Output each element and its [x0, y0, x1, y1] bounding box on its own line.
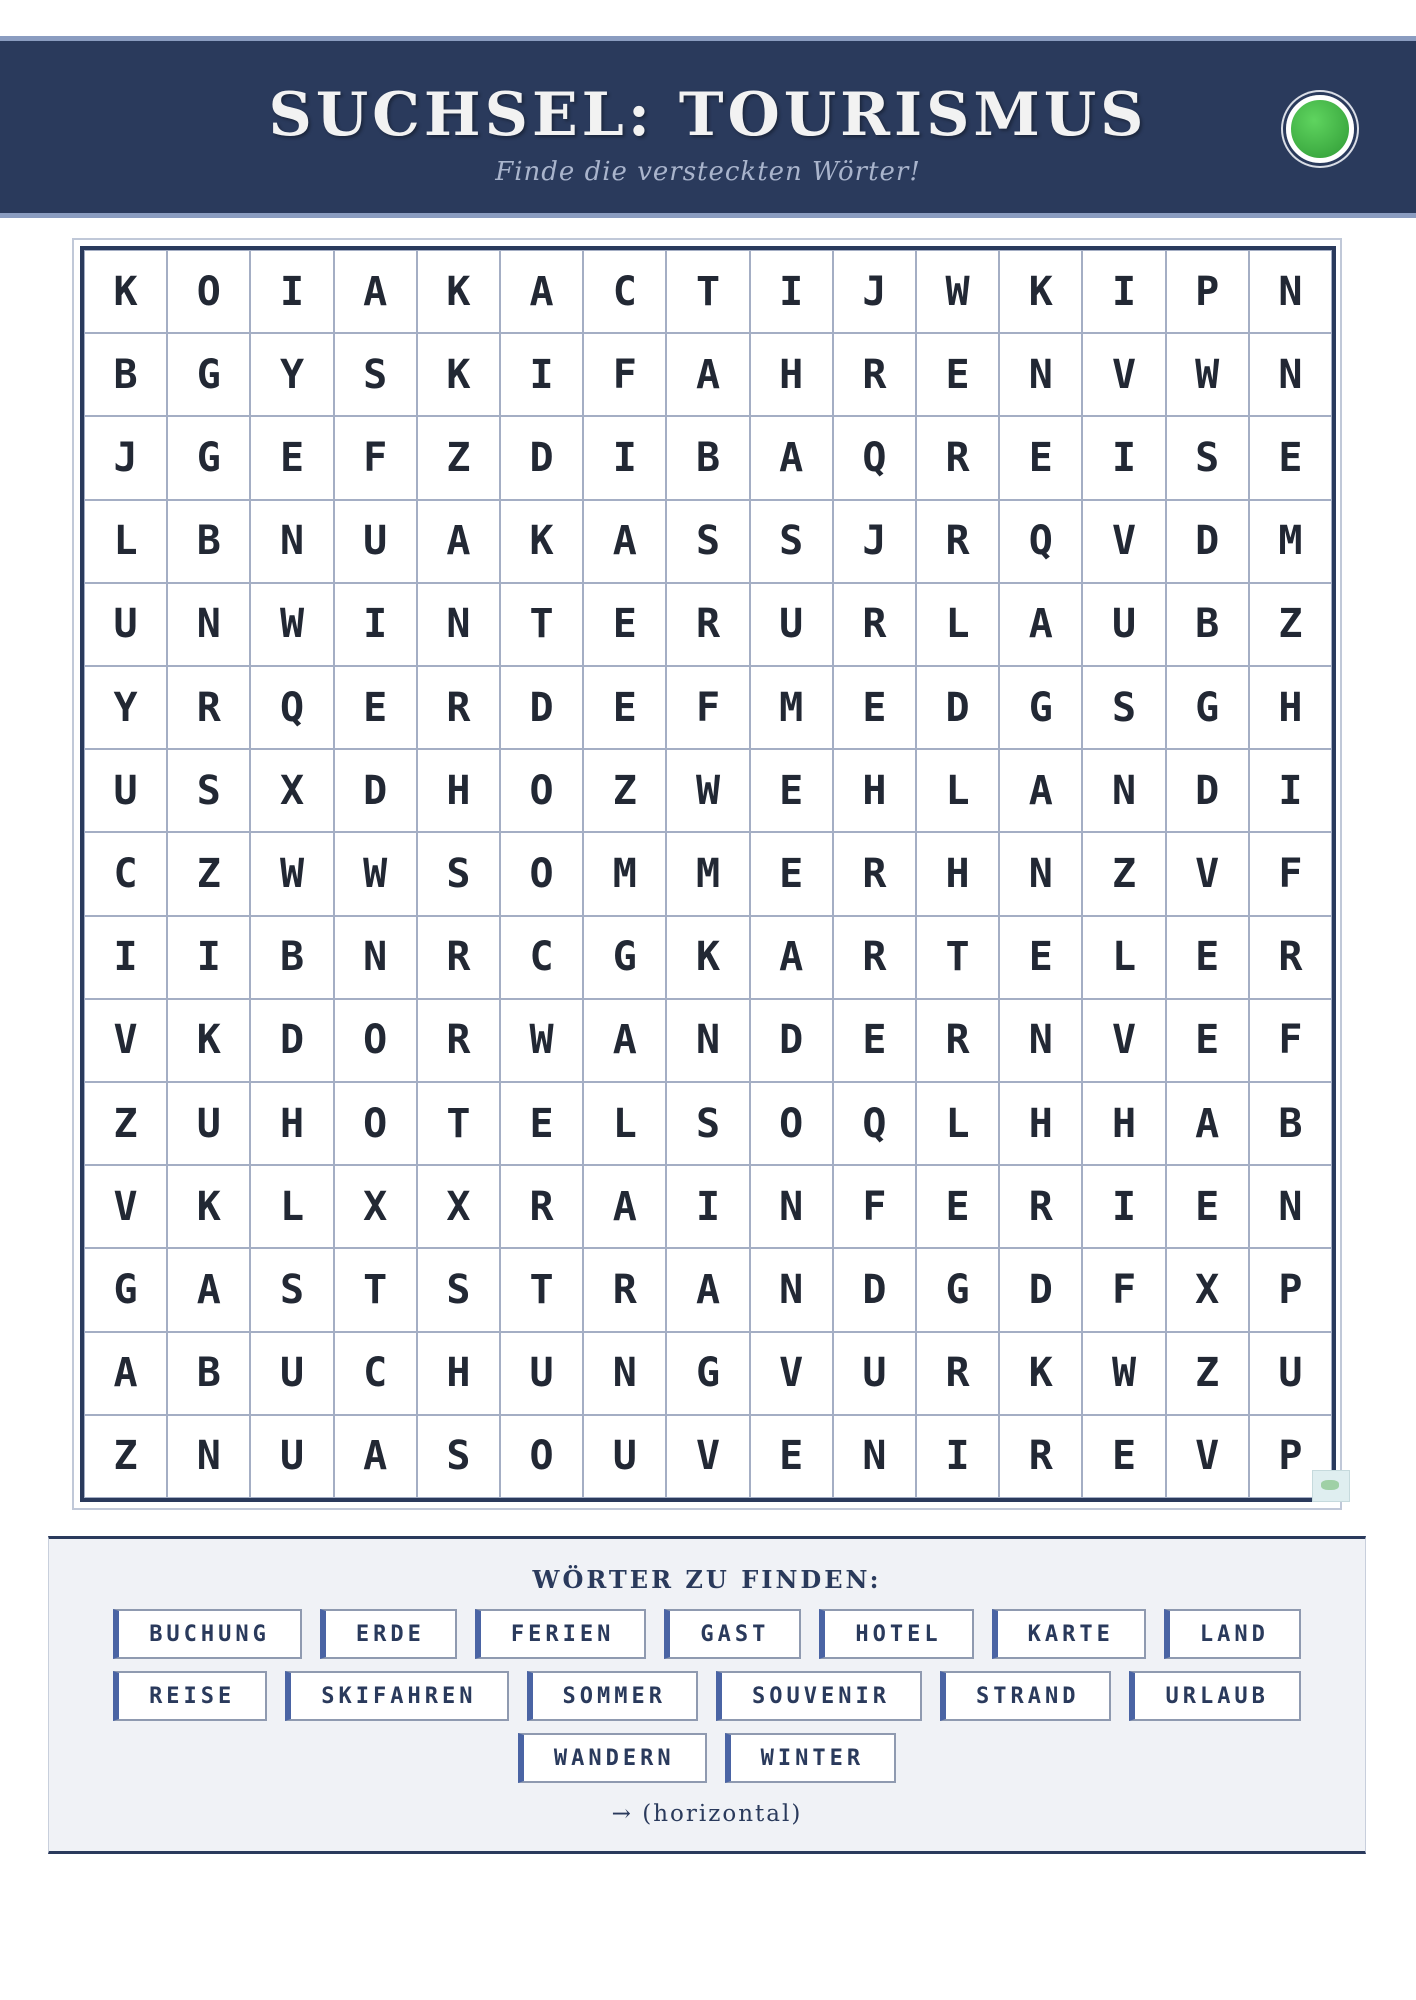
- grid-cell[interactable]: N: [167, 1415, 250, 1498]
- grid-cell[interactable]: L: [84, 500, 167, 583]
- grid-cell[interactable]: O: [334, 1082, 417, 1165]
- grid-cell[interactable]: E: [750, 1415, 833, 1498]
- grid-cell[interactable]: O: [500, 1415, 583, 1498]
- grid-cell[interactable]: B: [167, 1332, 250, 1415]
- grid-cell[interactable]: S: [417, 1415, 500, 1498]
- grid-cell[interactable]: E: [833, 666, 916, 749]
- grid-cell[interactable]: N: [999, 999, 1082, 1082]
- grid-cell[interactable]: D: [833, 1248, 916, 1331]
- grid-cell[interactable]: A: [1166, 1082, 1249, 1165]
- grid-cell[interactable]: L: [1082, 916, 1165, 999]
- grid-cell[interactable]: V: [1082, 999, 1165, 1082]
- grid-cell[interactable]: U: [84, 583, 167, 666]
- grid-cell[interactable]: D: [250, 999, 333, 1082]
- grid-cell[interactable]: R: [417, 999, 500, 1082]
- grid-cell[interactable]: T: [334, 1248, 417, 1331]
- grid-cell[interactable]: A: [583, 500, 666, 583]
- grid-cell[interactable]: U: [250, 1332, 333, 1415]
- grid-cell[interactable]: R: [999, 1165, 1082, 1248]
- grid-cell[interactable]: A: [999, 749, 1082, 832]
- grid-cell[interactable]: U: [1082, 583, 1165, 666]
- grid-cell[interactable]: Z: [84, 1415, 167, 1498]
- grid-cell[interactable]: F: [1249, 999, 1332, 1082]
- grid-cell[interactable]: K: [417, 250, 500, 333]
- grid-cell[interactable]: K: [999, 250, 1082, 333]
- grid-cell[interactable]: V: [1082, 333, 1165, 416]
- grid-cell[interactable]: D: [916, 666, 999, 749]
- grid-cell[interactable]: X: [417, 1165, 500, 1248]
- grid-cell[interactable]: K: [417, 333, 500, 416]
- grid-cell[interactable]: W: [666, 749, 749, 832]
- grid-cell[interactable]: G: [916, 1248, 999, 1331]
- grid-cell[interactable]: B: [84, 333, 167, 416]
- grid-cell[interactable]: W: [916, 250, 999, 333]
- grid-cell[interactable]: Q: [833, 1082, 916, 1165]
- grid-cell[interactable]: L: [250, 1165, 333, 1248]
- grid-cell[interactable]: K: [167, 1165, 250, 1248]
- grid-cell[interactable]: A: [167, 1248, 250, 1331]
- grid-cell[interactable]: W: [1082, 1332, 1165, 1415]
- grid-cell[interactable]: S: [1082, 666, 1165, 749]
- grid-cell[interactable]: Q: [250, 666, 333, 749]
- grid-cell[interactable]: H: [417, 1332, 500, 1415]
- grid-cell[interactable]: O: [334, 999, 417, 1082]
- grid-cell[interactable]: U: [583, 1415, 666, 1498]
- grid-cell[interactable]: S: [666, 500, 749, 583]
- grid-cell[interactable]: R: [583, 1248, 666, 1331]
- grid-cell[interactable]: D: [500, 416, 583, 499]
- word-chip[interactable]: SKIFAHREN: [285, 1671, 508, 1721]
- grid-cell[interactable]: T: [916, 916, 999, 999]
- grid-cell[interactable]: W: [334, 832, 417, 915]
- grid-cell[interactable]: Z: [583, 749, 666, 832]
- grid-cell[interactable]: H: [1249, 666, 1332, 749]
- direction-hint: → (horizontal): [611, 1801, 803, 1827]
- word-chip[interactable]: URLAUB: [1129, 1671, 1300, 1721]
- grid-cell[interactable]: N: [167, 583, 250, 666]
- grid-cell[interactable]: G: [167, 416, 250, 499]
- grid-cell[interactable]: C: [500, 916, 583, 999]
- grid-cell[interactable]: G: [583, 916, 666, 999]
- grid-cell[interactable]: G: [84, 1248, 167, 1331]
- grid-cell[interactable]: N: [666, 999, 749, 1082]
- grid-cell[interactable]: F: [334, 416, 417, 499]
- grid-cell[interactable]: E: [500, 1082, 583, 1165]
- grid-cell[interactable]: D: [334, 749, 417, 832]
- grid-cell[interactable]: G: [666, 1332, 749, 1415]
- grid-cell[interactable]: I: [167, 916, 250, 999]
- word-list-panel: [48, 1536, 1366, 1854]
- grid-cell[interactable]: R: [999, 1415, 1082, 1498]
- grid-cell[interactable]: D: [750, 999, 833, 1082]
- grid-cell[interactable]: E: [833, 999, 916, 1082]
- grid-cell[interactable]: I: [1249, 749, 1332, 832]
- grid-cell[interactable]: I: [1082, 1165, 1165, 1248]
- grid-cell[interactable]: E: [999, 916, 1082, 999]
- grid-cell[interactable]: Z: [1082, 832, 1165, 915]
- word-chip[interactable]: KARTE: [992, 1609, 1146, 1659]
- grid-cell[interactable]: C: [583, 250, 666, 333]
- grid-cell[interactable]: W: [1166, 333, 1249, 416]
- grid-cell[interactable]: E: [999, 416, 1082, 499]
- grid-cell[interactable]: J: [833, 250, 916, 333]
- grid-cell[interactable]: E: [1166, 916, 1249, 999]
- grid-cell[interactable]: V: [1166, 1415, 1249, 1498]
- grid-cell[interactable]: U: [167, 1082, 250, 1165]
- grid-cell[interactable]: G: [999, 666, 1082, 749]
- grid-cell[interactable]: U: [833, 1332, 916, 1415]
- grid-cell[interactable]: F: [1249, 832, 1332, 915]
- grid-cell[interactable]: N: [334, 916, 417, 999]
- grid-cell[interactable]: R: [916, 999, 999, 1082]
- grid-cell[interactable]: E: [916, 333, 999, 416]
- grid-cell[interactable]: L: [916, 583, 999, 666]
- grid-cell[interactable]: B: [1249, 1082, 1332, 1165]
- grid-cell[interactable]: I: [916, 1415, 999, 1498]
- grid-cell[interactable]: C: [84, 832, 167, 915]
- grid-cell[interactable]: R: [833, 832, 916, 915]
- grid-cell[interactable]: S: [334, 333, 417, 416]
- grid-cell[interactable]: N: [999, 333, 1082, 416]
- grid-cell[interactable]: S: [167, 749, 250, 832]
- grid-cell[interactable]: A: [750, 416, 833, 499]
- grid-cell[interactable]: R: [666, 583, 749, 666]
- grid-cell[interactable]: N: [999, 832, 1082, 915]
- grid-cell[interactable]: N: [750, 1165, 833, 1248]
- status-indicator-icon: [1286, 95, 1354, 163]
- grid-cell[interactable]: V: [84, 1165, 167, 1248]
- grid-cell[interactable]: R: [833, 916, 916, 999]
- grid-cell[interactable]: I: [583, 416, 666, 499]
- grid-cell[interactable]: Q: [833, 416, 916, 499]
- grid-cell[interactable]: E: [583, 583, 666, 666]
- map-thumbnail-icon: [1312, 1470, 1350, 1502]
- grid-cell[interactable]: Z: [84, 1082, 167, 1165]
- grid-cell[interactable]: Y: [84, 666, 167, 749]
- grid-cell[interactable]: E: [750, 749, 833, 832]
- grid-cell[interactable]: M: [583, 832, 666, 915]
- grid-cell[interactable]: N: [1249, 333, 1332, 416]
- grid-cell[interactable]: G: [1166, 666, 1249, 749]
- grid-cell[interactable]: L: [583, 1082, 666, 1165]
- grid-cell[interactable]: S: [666, 1082, 749, 1165]
- grid-cell[interactable]: E: [750, 832, 833, 915]
- grid-cell[interactable]: W: [250, 583, 333, 666]
- grid-cell[interactable]: I: [666, 1165, 749, 1248]
- grid-cell[interactable]: K: [500, 500, 583, 583]
- grid-cell[interactable]: H: [999, 1082, 1082, 1165]
- grid-cell[interactable]: I: [750, 250, 833, 333]
- grid-cell[interactable]: R: [916, 500, 999, 583]
- grid-cell[interactable]: N: [417, 583, 500, 666]
- grid-cell[interactable]: I: [1082, 250, 1165, 333]
- grid-cell[interactable]: W: [250, 832, 333, 915]
- grid-cell[interactable]: D: [500, 666, 583, 749]
- grid-cell[interactable]: S: [417, 1248, 500, 1331]
- grid-cell[interactable]: A: [334, 250, 417, 333]
- grid-cell[interactable]: U: [334, 500, 417, 583]
- grid-cell[interactable]: B: [1166, 583, 1249, 666]
- word-list-title: WÖRTER ZU FINDEN:: [532, 1565, 882, 1594]
- grid-cell[interactable]: F: [1082, 1248, 1165, 1331]
- grid-cell[interactable]: P: [1166, 250, 1249, 333]
- grid-cell[interactable]: D: [999, 1248, 1082, 1331]
- grid-cell[interactable]: S: [250, 1248, 333, 1331]
- grid-cell[interactable]: W: [500, 999, 583, 1082]
- grid-cell[interactable]: T: [500, 583, 583, 666]
- grid-cell[interactable]: V: [1082, 500, 1165, 583]
- grid-cell[interactable]: K: [167, 999, 250, 1082]
- grid-cell[interactable]: E: [916, 1165, 999, 1248]
- grid-cell[interactable]: U: [500, 1332, 583, 1415]
- grid-cell[interactable]: B: [250, 916, 333, 999]
- grid-cell[interactable]: I: [84, 916, 167, 999]
- grid-cell[interactable]: O: [167, 250, 250, 333]
- grid-cell[interactable]: D: [1166, 500, 1249, 583]
- grid-cell[interactable]: T: [666, 250, 749, 333]
- grid-cell[interactable]: R: [833, 333, 916, 416]
- word-chip[interactable]: HOTEL: [819, 1609, 973, 1659]
- grid-cell[interactable]: N: [833, 1415, 916, 1498]
- grid-cell[interactable]: F: [583, 333, 666, 416]
- grid-cell[interactable]: K: [999, 1332, 1082, 1415]
- grid-cell[interactable]: H: [833, 749, 916, 832]
- grid-cell[interactable]: S: [1166, 416, 1249, 499]
- grid-cell[interactable]: U: [1249, 1332, 1332, 1415]
- word-chip[interactable]: STRAND: [940, 1671, 1111, 1721]
- grid-cell[interactable]: A: [666, 333, 749, 416]
- grid-cell[interactable]: B: [666, 416, 749, 499]
- grid-cell[interactable]: M: [1249, 500, 1332, 583]
- grid-cell[interactable]: R: [916, 1332, 999, 1415]
- grid-cell[interactable]: R: [167, 666, 250, 749]
- grid-cell[interactable]: O: [750, 1082, 833, 1165]
- word-chip[interactable]: SOUVENIR: [716, 1671, 922, 1721]
- grid-cell[interactable]: Y: [250, 333, 333, 416]
- grid-cell[interactable]: R: [417, 666, 500, 749]
- grid-cell[interactable]: D: [1166, 749, 1249, 832]
- grid-cell[interactable]: A: [500, 250, 583, 333]
- page-title: SUCHSEL: TOURISMUS: [268, 80, 1148, 150]
- grid-cell[interactable]: N: [1249, 1165, 1332, 1248]
- grid-cell[interactable]: N: [583, 1332, 666, 1415]
- grid-cell[interactable]: E: [1166, 1165, 1249, 1248]
- grid-cell[interactable]: O: [500, 749, 583, 832]
- grid-cell[interactable]: T: [500, 1248, 583, 1331]
- grid-cell[interactable]: M: [750, 666, 833, 749]
- word-chip[interactable]: REISE: [113, 1671, 267, 1721]
- grid-cell[interactable]: R: [833, 583, 916, 666]
- grid-cell[interactable]: U: [750, 583, 833, 666]
- grid-cell[interactable]: E: [1082, 1415, 1165, 1498]
- grid-cell[interactable]: V: [750, 1332, 833, 1415]
- grid-cell[interactable]: V: [1166, 832, 1249, 915]
- page-subtitle: Finde die versteckten Wörter!: [495, 157, 921, 187]
- grid-cell[interactable]: U: [250, 1415, 333, 1498]
- grid-cell[interactable]: R: [500, 1165, 583, 1248]
- grid-cell[interactable]: I: [334, 583, 417, 666]
- grid-cell[interactable]: T: [417, 1082, 500, 1165]
- grid-cell[interactable]: S: [750, 500, 833, 583]
- word-chip[interactable]: WANDERN: [518, 1733, 707, 1783]
- grid-cell[interactable]: C: [334, 1332, 417, 1415]
- grid-cell[interactable]: R: [1249, 916, 1332, 999]
- grid-cell[interactable]: I: [1082, 416, 1165, 499]
- grid-cell[interactable]: P: [1249, 1415, 1332, 1498]
- grid-cell[interactable]: J: [84, 416, 167, 499]
- grid-cell[interactable]: V: [666, 1415, 749, 1498]
- letter-grid: [80, 246, 1336, 1502]
- grid-cell[interactable]: P: [1249, 1248, 1332, 1331]
- grid-cell[interactable]: N: [1249, 250, 1332, 333]
- grid-cell[interactable]: X: [334, 1165, 417, 1248]
- grid-cell[interactable]: E: [1166, 999, 1249, 1082]
- grid-cell[interactable]: F: [833, 1165, 916, 1248]
- grid-cell[interactable]: M: [666, 832, 749, 915]
- grid-cell[interactable]: A: [999, 583, 1082, 666]
- grid-cell[interactable]: H: [750, 333, 833, 416]
- grid-cell[interactable]: G: [167, 333, 250, 416]
- grid-cell[interactable]: Z: [1166, 1332, 1249, 1415]
- grid-cell[interactable]: A: [583, 999, 666, 1082]
- word-chip[interactable]: SOMMER: [527, 1671, 698, 1721]
- header-banner: [0, 36, 1416, 218]
- grid-cell[interactable]: E: [1249, 416, 1332, 499]
- grid-cell[interactable]: H: [417, 749, 500, 832]
- grid-cell[interactable]: E: [250, 416, 333, 499]
- grid-cell[interactable]: N: [750, 1248, 833, 1331]
- grid-cell[interactable]: U: [84, 749, 167, 832]
- word-chip[interactable]: ERDE: [320, 1609, 457, 1659]
- grid-cell[interactable]: J: [833, 500, 916, 583]
- grid-cell[interactable]: K: [666, 916, 749, 999]
- grid-cell[interactable]: Z: [417, 416, 500, 499]
- grid-cell[interactable]: Z: [1249, 583, 1332, 666]
- grid-cell[interactable]: F: [666, 666, 749, 749]
- word-chip[interactable]: WINTER: [725, 1733, 896, 1783]
- grid-cell[interactable]: I: [250, 250, 333, 333]
- grid-cell[interactable]: A: [583, 1165, 666, 1248]
- grid-cell[interactable]: X: [250, 749, 333, 832]
- grid-cell[interactable]: A: [334, 1415, 417, 1498]
- grid-cell[interactable]: B: [167, 500, 250, 583]
- word-chip[interactable]: FERIEN: [475, 1609, 646, 1659]
- word-chip[interactable]: LAND: [1164, 1609, 1301, 1659]
- grid-cell[interactable]: E: [334, 666, 417, 749]
- grid-cell[interactable]: L: [916, 749, 999, 832]
- grid-cell[interactable]: A: [666, 1248, 749, 1331]
- grid-cell[interactable]: H: [916, 832, 999, 915]
- grid-cell[interactable]: A: [750, 916, 833, 999]
- grid-cell[interactable]: O: [500, 832, 583, 915]
- grid-cell[interactable]: R: [916, 416, 999, 499]
- grid-cell[interactable]: Z: [167, 832, 250, 915]
- word-list: [109, 1609, 1305, 1783]
- grid-cell[interactable]: A: [84, 1332, 167, 1415]
- grid-cell[interactable]: V: [84, 999, 167, 1082]
- grid-cell[interactable]: I: [500, 333, 583, 416]
- word-chip[interactable]: GAST: [664, 1609, 801, 1659]
- grid-cell[interactable]: A: [417, 500, 500, 583]
- grid-cell[interactable]: Q: [999, 500, 1082, 583]
- grid-cell[interactable]: H: [1082, 1082, 1165, 1165]
- grid-cell[interactable]: H: [250, 1082, 333, 1165]
- grid-cell[interactable]: N: [1082, 749, 1165, 832]
- grid-cell[interactable]: X: [1166, 1248, 1249, 1331]
- grid-cell[interactable]: R: [417, 916, 500, 999]
- word-chip[interactable]: BUCHUNG: [113, 1609, 302, 1659]
- grid-cell[interactable]: N: [250, 500, 333, 583]
- grid-cell[interactable]: K: [84, 250, 167, 333]
- grid-cell[interactable]: E: [583, 666, 666, 749]
- grid-cell[interactable]: L: [916, 1082, 999, 1165]
- grid-cell[interactable]: S: [417, 832, 500, 915]
